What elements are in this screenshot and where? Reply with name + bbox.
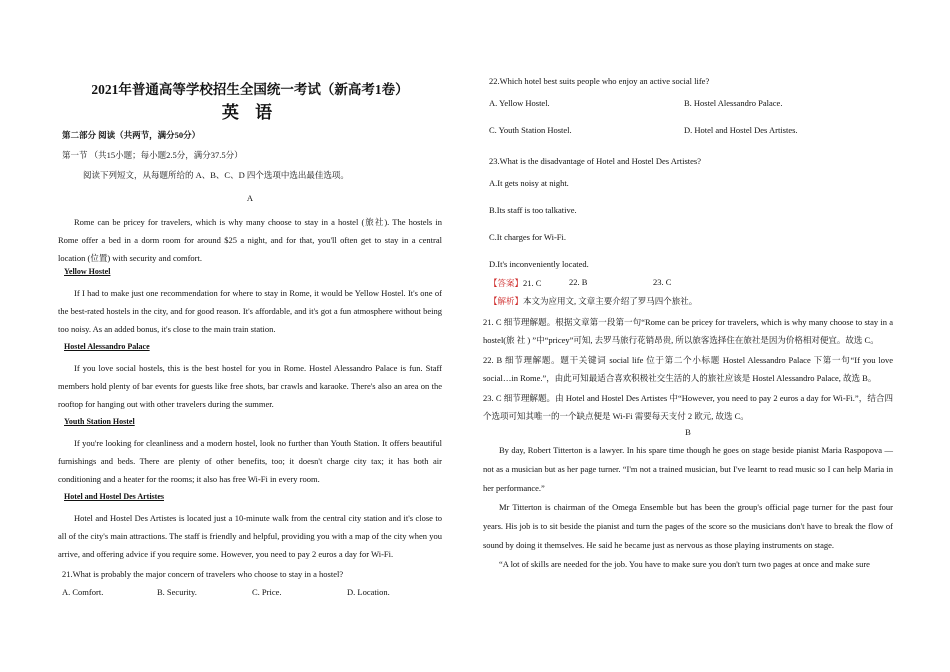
option-b: B. Hostel Alessandro Palace. <box>684 98 783 108</box>
option-d: D. Location. <box>347 587 390 597</box>
passage-b-paragraph: Mr Titterton is chairman of the Omega Ensemble but has been the group's official page turner for the past four years. His job is to sit beside the pianist and turn the pages of the score so the musicians don't have to break the flow of sound by doing it themselves. He said he became just as nervous as those playing instruments on stage. <box>483 502 893 550</box>
option-b: B.Its staff is too talkative. <box>489 205 577 215</box>
option-c: C.It charges for Wi-Fi. <box>489 232 567 242</box>
hostel-text: If I had to make just one recommendation for where to stay in Rome, it would be Yellow Hostel. It's one of the best-rated hostels in the city, and for good reason. It's affordable, and it's got a fun atmosphere without being too noisy. As an added bonus, it's close to the main train station. <box>58 288 442 334</box>
question-21-stem: 21.What is probably the major concern of travelers who choose to stay in a hostel? <box>62 569 344 579</box>
hostel-name: Hostel Alessandro Palace <box>64 342 150 351</box>
part-heading: 第二部分 阅读（共两节，满分50分） <box>62 130 201 140</box>
question-22-stem: 22.Which hotel best suits people who enjoy an active social life? <box>489 76 710 86</box>
left-column <box>58 72 442 597</box>
passage-b-paragraph: By day, Robert Titterton is a lawyer. In his spare time though he goes on stage beside pianist Maria Raspopova — not as a musician but as her page turner. “I'm not a trained musician, but I've learnt to read music so I can help Maria in her performance.” <box>483 445 893 493</box>
answer-label: 【答案】 <box>489 278 524 288</box>
option-c: C. Youth Station Hostel. <box>489 125 572 135</box>
question-21-options <box>62 587 442 597</box>
passage-label-a: A <box>246 193 254 203</box>
hostel-name: Yellow Hostel <box>64 267 111 276</box>
hostel-name: Youth Station Hostel <box>64 417 135 426</box>
question-22-options-row1 <box>489 98 893 108</box>
explanation-21: 21. C 细节理解题。根据文章第一段第一句“Rome can be pricey for travelers, which is why many choose to stay in a hostel(旅 社 ) ”中“pricey”可知, 去罗马旅行花销昂贵, 所以旅客选择住在旅社是因为价格相对便宜。故选 C。 <box>483 317 893 345</box>
option-a: A. Yellow Hostel. <box>489 98 550 108</box>
right-column <box>483 72 893 574</box>
option-c: C. Price. <box>252 587 282 597</box>
option-b: B. Security. <box>157 587 197 597</box>
option-a: A. Comfort. <box>62 587 104 597</box>
explanation-22: 22. B 细节理解题。题干关键词 social life 位于第二个小标题 Hostel Alessandro Palace 下第一句“If you love social…in Rome.”，由此可知最适合喜欢积极社交生活的人的旅社应该是 Hostel Alessandro Palace, 故选 B。 <box>483 355 893 383</box>
option-d: D. Hotel and Hostel Des Artistes. <box>684 125 798 135</box>
question-22-options-row2 <box>489 125 893 135</box>
passage-b-paragraph: “A lot of skills are needed for the job. You have to make sure you don't turn two pages at once and make sure <box>499 559 870 569</box>
hostel-text: If you're looking for cleanliness and a modern hostel, look no further than Youth Station. It offers beautiful furnishings and beds. There are plenty of other benefits, too; it doesn't charge city tax; it has both air conditioning and a heater for the rooms; it also has free Wi-Fi in every room. <box>58 438 442 484</box>
instructions: 阅读下列短文，从每题所给的 A、B、C、D 四个选项中选出最佳选项。 <box>83 170 349 180</box>
passage-intro: Rome can be pricey for travelers, which is why many choose to stay in a hostel (旅社). The hostels in Rome offer a bed in a dorm room for around $25 a night, and for that, you'll often get to stay in a central location (位置) with security and comfort. <box>58 217 442 263</box>
analysis-row <box>489 295 893 307</box>
answer-21: 21. C <box>523 278 542 288</box>
option-a: A.It gets noisy at night. <box>489 178 569 188</box>
hostel-text: If you love social hostels, this is the best hostel for you in Rome. Hostel Alessandro Palace is fun. Staff members hold plenty of bar events for guests like free shots, bar crawls and karaoke. There's also an area on the rooftop for hanging out with other travelers during the summer. <box>58 363 442 409</box>
hostel-text: Hotel and Hostel Des Artistes is located just a 10-minute walk from the central city station and it's close to all of the city's main attractions. The staff is friendly and helpful, providing you with a map of the city when you arrive, and offering advice if you require some. However, you need to pay 2 euros a day for Wi-Fi. <box>58 513 442 559</box>
subject-title: 英 语 <box>221 103 279 122</box>
passage-label-b: B <box>685 427 691 437</box>
analysis-text: 本文为应用文, 文章主要介绍了罗马四个旅社。 <box>523 296 698 306</box>
explanation-23: 23. C 细节理解题。由 Hotel and Hostel Des Artistes 中“However, you need to pay 2 euros a day for Wi-Fi.”，结合四个选项可知其唯一的一个缺点便是 Wi-Fi 需要每天支付 2 欧元, 故选 C。 <box>483 393 893 421</box>
hostel-name: Hotel and Hostel Des Artistes <box>64 492 164 501</box>
section-heading: 第一节 （共15小题；每小题2.5分，满分37.5分） <box>62 150 243 160</box>
analysis-label: 【解析】 <box>489 296 524 306</box>
answer-22: 22. B <box>569 277 588 287</box>
answer-23: 23. C <box>653 277 672 287</box>
exam-title: 2021年普通高等学校招生全国统一考试（新高考1卷） <box>91 82 409 97</box>
question-23-stem: 23.What is the disadvantage of Hotel and Hostel Des Artistes? <box>489 156 701 166</box>
option-d: D.It's inconveniently located. <box>489 259 589 269</box>
answer-row <box>489 277 893 289</box>
